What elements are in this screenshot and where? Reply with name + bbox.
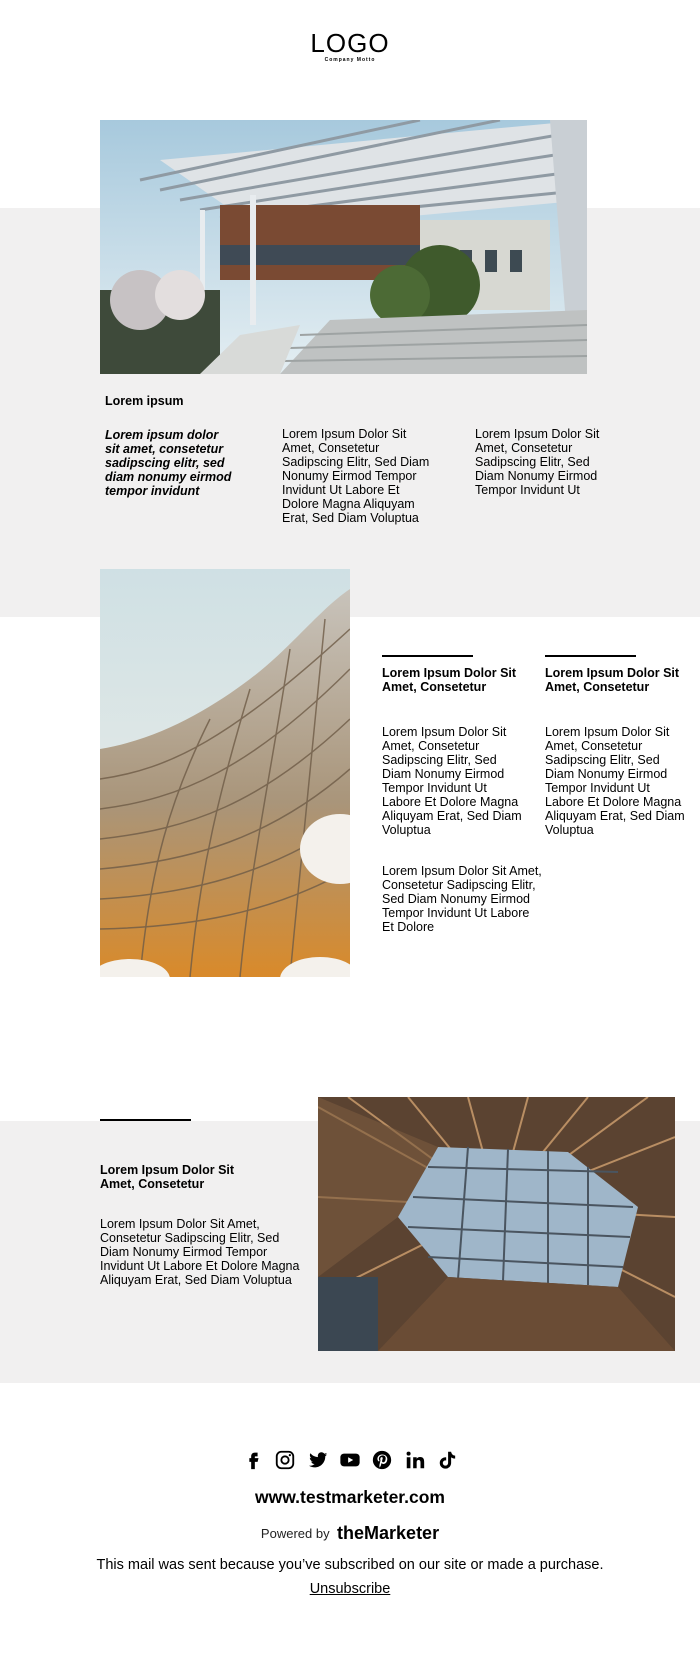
- twitter-icon[interactable]: [307, 1449, 329, 1471]
- unsubscribe-row: [0, 1581, 700, 1597]
- section1-col3-text: Lorem Ipsum Dolor Sit Amet, Consetetur Sadipscing Elitr, Sed Diam Nonumy Eirmod Tempor Invidunt Ut: [475, 427, 600, 497]
- skylight-photo: [318, 1097, 675, 1351]
- section1-heading: Lorem ipsum: [105, 394, 184, 408]
- logo[interactable]: [300, 30, 400, 64]
- section3-divider: [100, 1119, 191, 1121]
- wavy-structure-photo: [100, 569, 350, 977]
- colA-heading: Lorem Ipsum Dolor Sit Amet, Consetetur: [382, 666, 517, 694]
- section1-italic-text: Lorem ipsum dolor sit amet, consetetur sadipscing elitr, sed diam nonumy eirmod tempor invidunt: [105, 428, 232, 498]
- colA-text1: Lorem Ipsum Dolor Sit Amet, Consetetur Sadipscing Elitr, Sed Diam Nonumy Eirmod Tempor Invidunt Ut Labore Et Dolore Magna Aliquyam Erat, Sed Diam Voluptua: [382, 725, 522, 837]
- logo-motto: Company Motto: [324, 57, 376, 63]
- website-link[interactable]: www.testmarketer.com: [255, 1487, 445, 1507]
- social-icons-row: [0, 1449, 700, 1471]
- section1-col2-text: Lorem Ipsum Dolor Sit Amet, Consetetur Sadipscing Elitr, Sed Diam Nonumy Eirmod Tempor Invidunt Ut Labore Et Dolore Magna Aliquyam Erat, Sed Diam Voluptua: [282, 427, 430, 525]
- linkedin-icon[interactable]: [404, 1449, 426, 1471]
- logo-text: LOGO: [310, 28, 390, 58]
- colB-heading: Lorem Ipsum Dolor Sit Amet, Consetetur: [545, 666, 680, 694]
- unsubscribe-link[interactable]: Unsubscribe: [309, 1581, 391, 1597]
- colA-text2: Lorem Ipsum Dolor Sit Amet, Consetetur Sadipscing Elitr, Sed Diam Nonumy Eirmod Tempor Invidunt Ut Labore Et Dolore: [382, 864, 542, 934]
- powered-by-label: Powered by: [260, 1526, 330, 1541]
- building-photo: [100, 120, 587, 374]
- instagram-icon[interactable]: [274, 1449, 296, 1471]
- youtube-icon[interactable]: [339, 1449, 361, 1471]
- powered-by: [0, 1523, 700, 1544]
- colA-divider: [382, 655, 473, 657]
- colB-text1: Lorem Ipsum Dolor Sit Amet, Consetetur Sadipscing Elitr, Sed Diam Nonumy Eirmod Tempor Invidunt Ut Labore Et Dolore Magna Aliquyam Erat, Sed Diam Voluptua: [545, 725, 685, 837]
- pinterest-icon[interactable]: [371, 1449, 393, 1471]
- brand-logo[interactable]: theMarketer: [337, 1523, 440, 1543]
- section3-text: Lorem Ipsum Dolor Sit Amet, Consetetur Sadipscing Elitr, Sed Diam Nonumy Eirmod Tempor Invidunt Ut Labore Et Dolore Magna Aliquyam Erat, Sed Diam Voluptua: [100, 1217, 300, 1287]
- facebook-icon[interactable]: [242, 1449, 264, 1471]
- colB-divider: [545, 655, 636, 657]
- subscription-notice: This mail was sent because you’ve subscribed on our site or made a purchase.: [96, 1557, 604, 1573]
- section3-heading: Lorem Ipsum Dolor Sit Amet, Consetetur: [100, 1163, 235, 1191]
- tiktok-icon[interactable]: [436, 1449, 458, 1471]
